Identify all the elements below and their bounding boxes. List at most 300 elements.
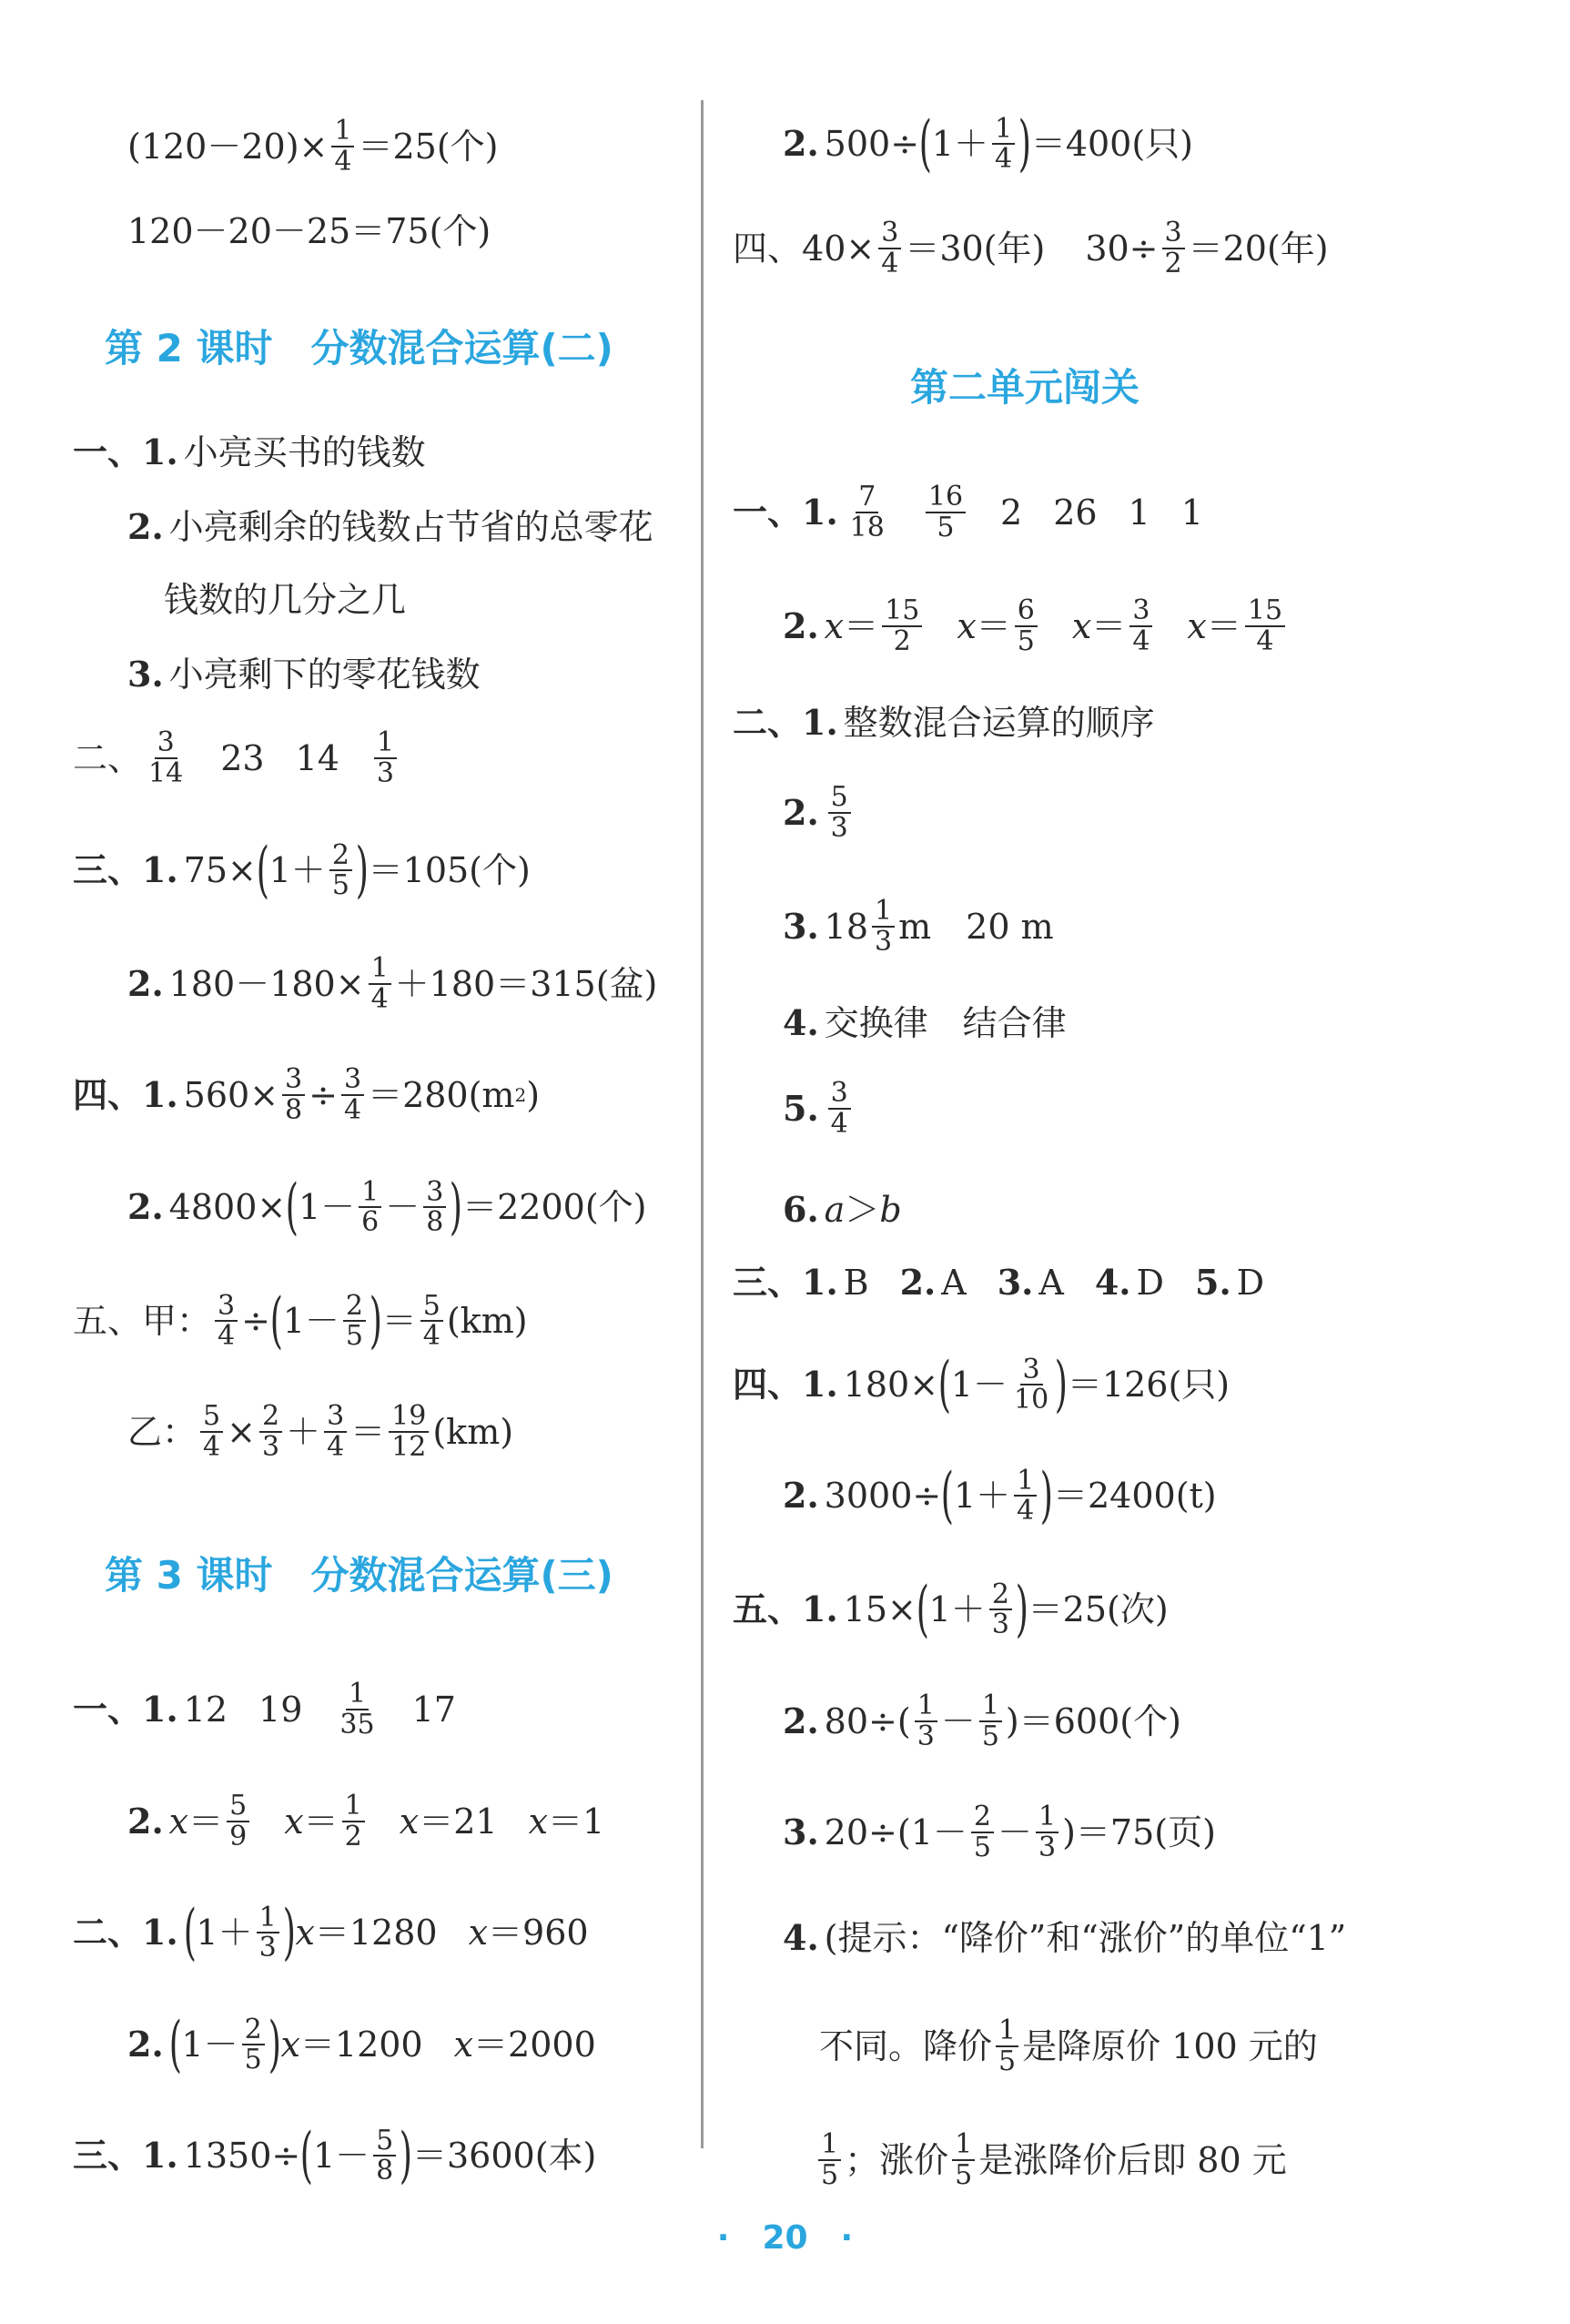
operator: ＝ (381, 1301, 417, 1341)
expr: 30÷ (1085, 228, 1159, 269)
section-heading: 第二单元闯关 (910, 365, 1140, 410)
denominator: 2 (893, 624, 911, 657)
operator: ＋ (286, 1411, 321, 1452)
numerator: 2 (242, 2015, 265, 2046)
operator: ÷ (309, 1074, 338, 1115)
numerator: 3 (828, 1079, 851, 1110)
operator: ＝ (976, 605, 1011, 646)
numerator: 1 (374, 728, 397, 759)
value: m 20 m (898, 906, 1054, 947)
numerator: 5 (227, 1791, 249, 1822)
numerator: 2 (329, 841, 352, 872)
variable: x (957, 605, 977, 646)
answer-line (73, 431, 426, 472)
expr: )＝75(页) (1062, 1812, 1216, 1852)
numerator: 2 (971, 1802, 994, 1833)
item-number: 2. (783, 123, 819, 164)
numerator: 3 (1162, 218, 1185, 249)
item-number: 2. (783, 1700, 819, 1741)
denominator: 5 (345, 1320, 363, 1352)
numerator: 1 (979, 1691, 1002, 1722)
section-heading: 第 3 课时 分数混合运算(三) (105, 1553, 613, 1598)
fraction (242, 2015, 265, 2075)
answer-text: ；涨价 (845, 2139, 949, 2180)
expr: ＝25(次) (1028, 1589, 1169, 1629)
answer-line: 2. 3000÷ ( 1＋ $\frac{1}{4}$ ) ＝2400(t) (783, 1460, 1217, 1530)
fraction (215, 1289, 238, 1352)
expr: ＝1 (548, 1801, 605, 1842)
item-number: 三、1. (733, 1262, 838, 1303)
item-number: 五、1. (733, 1588, 838, 1629)
fraction (329, 838, 352, 901)
denominator: 4 (343, 1093, 362, 1126)
answer-line (127, 954, 657, 1013)
expr: ＝2000 (473, 2025, 596, 2065)
operator: ＝ (350, 1411, 386, 1452)
item-number: 2. (127, 962, 164, 1004)
denominator: 3 (917, 1720, 935, 1752)
fraction (828, 1079, 851, 1138)
fraction (1036, 1802, 1058, 1862)
item-number: 一、1. (733, 491, 838, 533)
answer-line (783, 596, 1289, 655)
numerator: 5 (200, 1402, 223, 1433)
answer-text: 整数混合运算的顺序 (843, 703, 1155, 743)
numerator: 1 (342, 1791, 365, 1822)
denominator: 10 (1013, 1384, 1049, 1416)
denominator: 4 (334, 145, 352, 178)
numerator: 3 (155, 728, 177, 759)
variable: x (453, 2025, 474, 2065)
expr: ＝105(个) (368, 850, 531, 890)
expr: 40× (802, 228, 876, 269)
fraction (818, 2130, 841, 2189)
denominator: 4 (1256, 624, 1274, 657)
numerator: 19 (389, 1402, 429, 1433)
numerator: 5 (373, 2126, 396, 2157)
expr: ＝126(只) (1067, 1365, 1231, 1405)
expr: 1＋ (928, 1589, 986, 1629)
expr: ＝400(只) (1030, 124, 1194, 164)
fraction (1245, 596, 1285, 655)
expr: 1－ (950, 1365, 1008, 1405)
answer-line: 五、 甲： $\frac{3}{4}$ ÷ ( 1－ $\frac{2}{5}$ ) ＝ $\frac{5}{4}$ (km) (73, 1285, 528, 1355)
variable: x (168, 1801, 189, 1842)
operator: － (940, 1700, 976, 1741)
denominator: 5 (1017, 624, 1035, 657)
item-number: 2. (783, 1475, 819, 1516)
operator: ＞ (845, 1190, 880, 1230)
item-number: 三、1. (73, 849, 178, 890)
item-number: 5. (1195, 1262, 1231, 1303)
page-number: · 20 · (716, 2219, 854, 2257)
value: 17 (411, 1689, 456, 1730)
item-number: 二、 (73, 737, 143, 778)
variable: x (1187, 605, 1207, 646)
item-number: 4. (1094, 1262, 1131, 1303)
denominator: 4 (218, 1320, 236, 1352)
item-number: 3. (783, 1811, 819, 1852)
expr: 3000÷ (824, 1476, 942, 1516)
choice: D (1136, 1263, 1164, 1303)
item-number: 4. (783, 1917, 819, 1958)
expr: 75× (183, 850, 257, 890)
variable: b (879, 1190, 902, 1230)
answer-text: 钱数的几分之几 (164, 580, 407, 620)
operator: ＝ (188, 1801, 224, 1842)
numerator: 1 (992, 115, 1015, 146)
denominator: 5 (998, 2045, 1017, 2077)
numerator: 1 (952, 2130, 975, 2161)
expr: ＝21 (419, 1801, 498, 1842)
answer-line (783, 1079, 855, 1138)
answer-text: (提示：“降价”和“涨价”的单位“1” (824, 1918, 1347, 1958)
expr: )＝600(个) (1005, 1700, 1181, 1741)
answer-line: 四、1. 180× ( 1－ $\frac{3}{10}$ ) ＝126(只) (733, 1349, 1231, 1419)
item-number: 2. (899, 1262, 937, 1303)
section-heading: 第 2 课时 分数混合运算(二) (105, 326, 613, 370)
expr: ) (526, 1074, 541, 1115)
numerator: 1 (872, 897, 895, 928)
fraction (146, 728, 186, 787)
expr: 4800× (168, 1187, 287, 1227)
denominator: 8 (285, 1093, 303, 1126)
numerator: 1 (1014, 1466, 1037, 1497)
operator: ＝ (1206, 605, 1241, 646)
denominator: 5 (981, 1720, 999, 1752)
value: 2 (1000, 492, 1023, 533)
value: 26 (1053, 492, 1098, 533)
operator: ＝ (844, 605, 879, 646)
fraction (257, 1903, 279, 1963)
numerator: 3 (1020, 1355, 1043, 1386)
fraction (872, 897, 895, 956)
expr: 1＋ (953, 1476, 1011, 1516)
value: 18 (824, 906, 869, 947)
variable: x (528, 1801, 548, 1842)
fraction (359, 1175, 381, 1238)
denominator: 8 (426, 1206, 444, 1238)
denominator: 35 (339, 1708, 375, 1740)
item-number: 2. (783, 791, 819, 833)
numerator: 3 (341, 1065, 364, 1096)
answer-text: 小亮剩下的零花钱数 (168, 655, 481, 695)
answer-line (815, 2130, 1287, 2189)
fraction (979, 1691, 1002, 1751)
denominator: 4 (994, 143, 1013, 175)
fraction (331, 117, 354, 176)
numerator: 3 (324, 1402, 347, 1433)
expr: 1－ (282, 1301, 339, 1341)
denominator: 4 (1132, 624, 1150, 657)
denominator: 3 (258, 1932, 277, 1964)
variable: x (824, 605, 845, 646)
denominator: 2 (344, 1820, 362, 1852)
value: 1 (1128, 492, 1150, 533)
answer-line (733, 702, 1155, 743)
answer-line (733, 1262, 1265, 1303)
answer-line: 五、1. 15× ( 1＋ $\frac{2}{3}$ ) ＝25(次) (733, 1574, 1169, 1644)
column-divider (701, 100, 704, 2148)
item-number: 三、1. (73, 2135, 178, 2176)
denominator: 4 (422, 1320, 441, 1352)
denominator: 3 (376, 756, 395, 789)
denominator: 5 (331, 869, 349, 901)
denominator: 4 (830, 1107, 848, 1140)
expr: 180－180× (168, 963, 365, 1004)
fraction (282, 1065, 305, 1124)
item-number: 3. (997, 1262, 1034, 1303)
operator: － (997, 1812, 1032, 1852)
numerator: 5 (828, 783, 851, 814)
item-number: 2. (127, 1186, 164, 1227)
unit: (km) (432, 1411, 514, 1452)
answer-line (819, 2016, 1318, 2075)
answer-text: 是降原价 100 元的 (1022, 2025, 1318, 2066)
item-number: 二、1. (733, 702, 838, 743)
denominator: 4 (1017, 1495, 1035, 1527)
expr: 1＋ (196, 1913, 253, 1953)
expr: ＝960 (488, 1913, 589, 1953)
answer-line (783, 1189, 902, 1230)
denominator: 5 (821, 2158, 839, 2191)
fraction (200, 1402, 223, 1461)
denominator: 4 (370, 982, 389, 1015)
fraction (992, 112, 1015, 175)
answer-line (783, 897, 1054, 956)
value: 14 (295, 737, 339, 778)
answer-line (733, 218, 1329, 278)
item-number: 五、 (73, 1301, 143, 1341)
numerator: 15 (1245, 596, 1285, 627)
denominator: 5 (955, 2158, 973, 2191)
item-number: 2. (127, 506, 164, 547)
answer-text: 是涨降价后即 80 元 (978, 2139, 1287, 2180)
item-number: 2. (127, 2024, 164, 2065)
answer-line (733, 482, 1203, 542)
fraction (343, 1289, 366, 1352)
fraction (828, 783, 851, 842)
answer-line: 三、1. 1350÷ ( 1－ $\frac{5}{8}$ ) ＝3600(本) (73, 2120, 597, 2190)
item-number: 2. (783, 604, 819, 646)
operator: － (385, 1187, 420, 1227)
expr: ＋180＝315(盆) (394, 963, 658, 1004)
fraction (1129, 596, 1152, 655)
expr: ＝2400(t) (1053, 1476, 1217, 1516)
fraction (1162, 218, 1185, 278)
expr: 80÷( (824, 1700, 911, 1741)
answer-line: 2. ( 1－ $\frac{2}{5}$ ) x ＝1200 x ＝2000 (127, 2009, 596, 2079)
fraction (847, 482, 887, 542)
variable: x (284, 1801, 304, 1842)
denominator: 5 (937, 511, 955, 543)
item-number: 6. (783, 1189, 819, 1230)
expr: 560× (183, 1074, 279, 1115)
operator: ÷ (241, 1301, 270, 1341)
answer-text: 小亮剩余的钱数占节省的总零花 (168, 507, 653, 547)
fraction (423, 1175, 446, 1238)
denominator: 2 (1164, 247, 1182, 279)
answer-line (127, 506, 653, 547)
expr: 1＋ (931, 124, 988, 164)
denominator: 18 (849, 511, 885, 543)
denominator: 3 (875, 925, 893, 958)
answer-line (783, 1691, 1181, 1751)
operator: ＝ (1091, 605, 1127, 646)
numerator: 1 (257, 1903, 279, 1934)
numerator: 2 (259, 1402, 282, 1433)
expr: 20÷(1－ (824, 1812, 967, 1852)
fraction (952, 2130, 975, 2189)
denominator: 4 (203, 1430, 221, 1463)
numerator: 1 (996, 2016, 1018, 2047)
expr: ＝1200 (299, 2025, 423, 2065)
expr: 1＋ (268, 850, 326, 890)
denominator: 14 (148, 756, 184, 789)
choice: A (1038, 1263, 1064, 1303)
expr: ＝25(个) (358, 126, 499, 167)
fraction (259, 1402, 282, 1461)
fraction (989, 1580, 1012, 1639)
answer-line (783, 1917, 1347, 1958)
numerator: 3 (1129, 596, 1152, 627)
answer-line (73, 728, 400, 787)
variable: x (1071, 605, 1092, 646)
fraction (337, 1680, 377, 1739)
answer-text: 交换律 结合律 (824, 1003, 1067, 1043)
answer-line (73, 1680, 456, 1739)
item-number: 3. (783, 905, 819, 947)
fraction (373, 2126, 396, 2186)
denominator: 12 (391, 1430, 427, 1463)
numerator: 3 (878, 218, 901, 249)
numerator: 1 (359, 1178, 381, 1209)
numerator: 3 (215, 1292, 238, 1323)
fraction (227, 1791, 249, 1851)
answer-line (127, 654, 481, 695)
answer-line (783, 1002, 1067, 1043)
denominator: 3 (830, 811, 848, 844)
fraction (971, 1802, 994, 1862)
expr: ＝280(m (368, 1074, 515, 1115)
denominator: 6 (361, 1206, 380, 1238)
numerator: 1 (818, 2130, 841, 2161)
numerator: 5 (420, 1292, 443, 1323)
denominator: 8 (376, 2155, 394, 2187)
item-number: 四、1. (73, 1073, 178, 1115)
choice: A (941, 1263, 967, 1303)
expr: ＝30(年) (905, 228, 1046, 269)
value: 23 (220, 737, 265, 778)
choice: B (843, 1263, 869, 1303)
item-number: 二、1. (73, 1912, 178, 1953)
fraction (1014, 1466, 1037, 1526)
item-number: 四、 (733, 228, 803, 269)
numerator: 1 (1036, 1802, 1058, 1833)
fraction (878, 218, 901, 278)
numerator: 1 (369, 954, 391, 985)
numerator: 1 (346, 1680, 369, 1710)
expr: ＝2200(个) (462, 1187, 647, 1227)
answer-line (127, 211, 491, 251)
answer-line (783, 1802, 1216, 1862)
denominator: 4 (327, 1430, 345, 1463)
expr: ＝20(年) (1188, 228, 1329, 269)
answer-line (783, 783, 855, 842)
answer-line (127, 117, 498, 176)
numerator: 2 (343, 1292, 366, 1323)
expr: 1－ (181, 2025, 238, 2065)
answer-line (127, 1402, 513, 1461)
value: 19 (258, 1689, 303, 1730)
fraction (926, 482, 966, 542)
variable: a (824, 1190, 846, 1230)
numerator: 3 (282, 1065, 305, 1096)
expr: 1－ (298, 1187, 356, 1227)
fraction (420, 1289, 443, 1352)
variable: x (280, 2025, 300, 2065)
fraction (369, 954, 391, 1013)
label: 甲： (142, 1301, 212, 1341)
answer-text: 不同。降价 (819, 2025, 993, 2066)
fraction (915, 1691, 937, 1751)
answer-line (164, 580, 407, 620)
item-number: 5. (783, 1087, 819, 1129)
expr: 120－20－25＝75(个) (127, 211, 491, 251)
fraction (342, 1791, 365, 1851)
fraction (374, 728, 397, 787)
operator: ＝ (303, 1801, 339, 1842)
fraction (996, 2016, 1018, 2075)
numerator: 6 (1015, 596, 1038, 627)
numerator: 7 (856, 482, 878, 513)
choice: D (1236, 1263, 1265, 1303)
numerator: 3 (423, 1178, 446, 1209)
fraction (324, 1402, 347, 1461)
item-number: 一、1. (73, 431, 178, 472)
value: 1 (1180, 492, 1203, 533)
item-number: 一、1. (73, 1688, 178, 1730)
label: 乙： (127, 1411, 198, 1452)
denominator: 5 (244, 2044, 262, 2075)
item-number: 2. (127, 1800, 164, 1842)
fraction (389, 1402, 429, 1461)
item-number: 四、1. (733, 1364, 838, 1405)
superscript: 2 (514, 1083, 527, 1106)
denominator: 3 (991, 1609, 1009, 1640)
expr: 1350÷ (183, 2136, 301, 2176)
fraction (341, 1065, 364, 1124)
fraction (882, 596, 922, 655)
item-number: 4. (783, 1002, 819, 1043)
denominator: 9 (229, 1820, 248, 1852)
answer-line: 2. 500÷ ( 1＋ $\frac{1}{4}$ ) ＝400(只) (783, 108, 1194, 178)
expr: ＝1280 (314, 1913, 438, 1953)
expr: 180× (843, 1365, 939, 1405)
denominator: 4 (881, 247, 899, 279)
expr: 15× (843, 1589, 917, 1629)
numerator: 15 (882, 596, 922, 627)
answer-line: 2. 4800× ( 1－ $\frac{1}{6}$ － $\frac{3}{8}$ ) ＝2200(个) (127, 1172, 647, 1242)
variable: x (468, 1913, 489, 1953)
expr: (120－20)× (127, 126, 329, 167)
unit: (km) (446, 1301, 528, 1341)
numerator: 1 (915, 1691, 937, 1722)
denominator: 3 (261, 1430, 280, 1463)
item-number: 3. (127, 654, 164, 695)
variable: x (399, 1801, 420, 1842)
answer-line (73, 1065, 540, 1124)
